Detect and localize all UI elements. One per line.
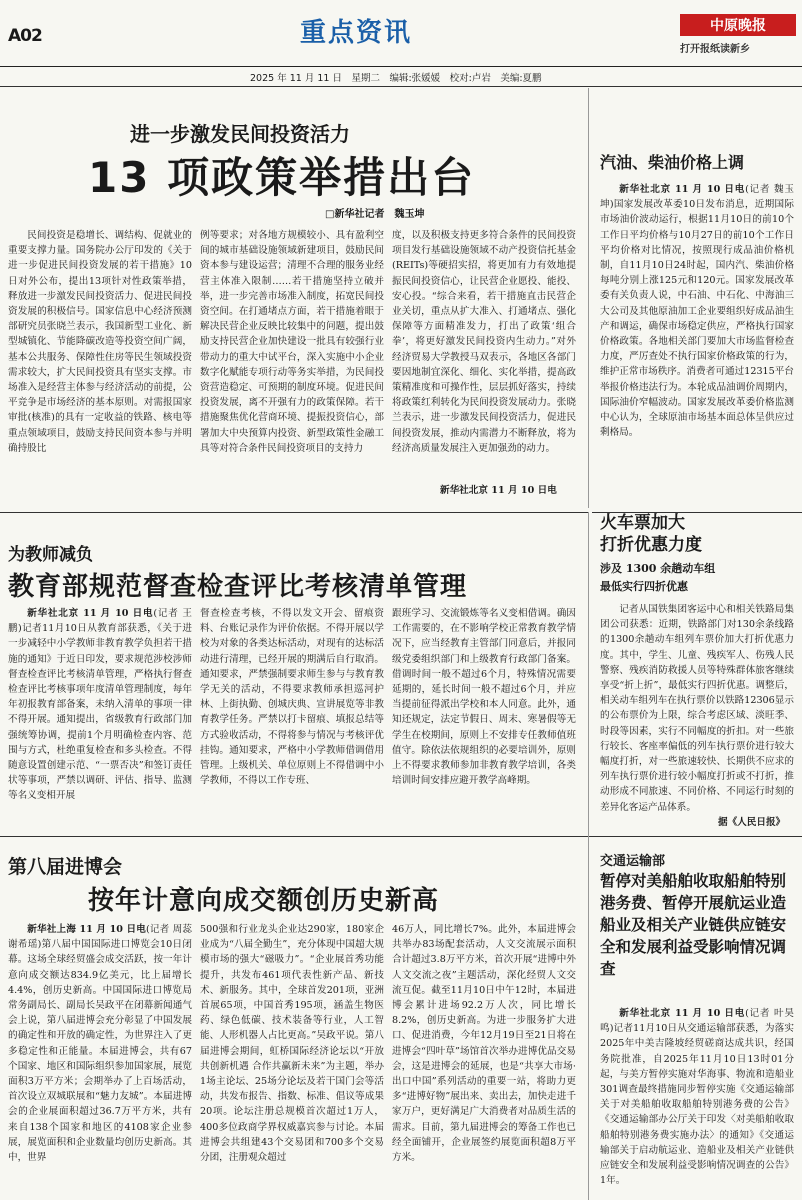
shipping-reporter: (记者 叶昊鸣)	[600, 1008, 794, 1035]
shipping-dateline: 新华社北京 11 月 10 日电	[619, 1008, 746, 1019]
shipping-title: 暂停对美船舶收取船舶特别港务费、暂停开展航运业造船业及相关产业链供应链安全和发展利益受影响情况调查	[600, 872, 787, 978]
page-letter: A	[8, 26, 21, 46]
expo-col-2: 500强和行业龙头企业达290家，180家企业成为“八届全勤生”，充分体现中国超大规模市场的强大“磁吸力”。“企业展首秀功能提升，共发布461项代表性新产品、新技术、新服务。其中，全球首发201项，亚洲首展65项，中国首秀195项，涵盖生物医药、绿色低碳、技术装备等行业，人工智能、人形机器人占比更高。”吴政平说。第八届进博会期间，虹桥国际经济论坛以“开放共创新机遇 合作共赢新未来”为主题，举办1场主论坛、25场分论坛及若干国门会等活动，共发布报告、指数、标准、倡议等成果20项。论坛注册总规模首次超过1万人，400多位政商学界权威嘉宾参与讨论。本届进博会共组建43个交易团和700多个交易分团，注册观众超过	[200, 924, 384, 1164]
lead-col-2: 例等要求；对各地方规模较小、具有盈利空间的城市基础设施领域新建项目，鼓励民间资本参与建设运营；清理不合理的服务业经营主体准入限制……若干措施坚持立破并举，进一步完善市场准入制度，拓宽民间投资空间。在打通堵点方面，若干措施着眼于解决民营企业反映比较集中的问题，提出鼓励支持民营企业加快建设一批具有较强行业带动力的重大中试平台，深入实施中小企业数字化赋能专项行动等务实举措，为民间投资营造稳定、可预期的制度环境。促进民间投资发展，离不开强有力的政策保障。若干措施聚焦优化营商环境、提振投资信心，部署加大中央预算内投资、新型政策性金融工具等对符合条件民间投资项目的支持力	[200, 230, 384, 454]
section-rule	[0, 512, 588, 513]
expo-dateline: 新华社上海 11 月 10 日电	[27, 924, 146, 935]
teachers-title: 教育部规范督查检查评比考核清单管理	[8, 572, 468, 602]
fuel-text: 国家发展改革委10日发布消息，近期国际市场油价波动运行，根据11月10日的前10个工作日平均价格与10月27日的前10个工作日平均价格对比情况，按照现行成品油价格机制，自11月10日24时起，国内汽、柴油价格每吨分别上涨125元和120元。国家发展改革委有关负责人说，中石油、中石化、中海油三大公司及其他原油加工企业要组织好成品油生产和调运，确保市场稳定供应，严格执行国家价格政策。各地相关部门要加大市场监督检查力度，严厉查处不执行国家价格政策的行为，维护正常市场秩序。消费者可通过12315平台举报价格违法行为。本轮成品油调价周期内，国际油价窄幅波动。国家发展改革委价格监测中心认为，全球原油市场基本面总体呈供应过剩格局。	[600, 199, 794, 439]
expo-text-1: 第八届中国国际进口博览会10日闭幕。这场全球经贸盛会成交活跃，按一年计意向成交额达834.9亿美元，比上届增长4.4%，创历史新高。中国国际进口博览局常务副局长、副局长吴政平在闭幕新闻通气会上说，第八届进博会充分彰显了中国发展的确定性和开放的确定性，为世界注入了更多稳定性和正能量。本届进博会，共有67个国家、地区和国际组织参加国家展，展览面积3万平方米；会期举办了上百场活动，首次设立双城联展和“魅力友城”。本届进博会的企业展面积超过36.7万平方米，共有来自138个国家和地区的4108家企业参展，展览面积和企业数量均创历史新高。其中，世界	[8, 939, 192, 1164]
column-divider	[588, 88, 589, 508]
lead-credit: 新华社北京 11 月 10 日电	[440, 485, 557, 496]
teachers-col-3: 跟班学习、交流锻炼等名义变相借调。确因工作需要的，在不影响学校正常教育教学情况下，应当经教育主管部门同意后，并报同级党委组织部门和上级教育行政部门备案。借调时间一般不超过6个月，特殊情况需要延期的，延长时间一般不超过6个月，并应当提前征得派出学校和本人同意。此外，通知还规定，法定节假日、周末、寒暑假等无学生在校期间，原则上不安排专任教师值班值守。除依法依规组织的必要培训外，原则上不得要求教师参加非教育教学培训，各类培训时间安排应避开教学高峰期。	[392, 608, 576, 787]
fuel-dateline: 新华社北京 11 月 10 日电	[619, 184, 746, 195]
train-title-1: 火车票加大	[600, 513, 685, 533]
fuel-reporter: (记者 魏玉坤)	[600, 184, 794, 211]
slogan: 打开报纸读新乡	[680, 44, 750, 55]
shipping-body	[600, 1006, 794, 1196]
train-sub-1: 涉及 1300 余趟动车组	[600, 562, 716, 575]
train-credit: 据《人民日报》	[718, 817, 786, 828]
shipping-text: 记者11月10日从交通运输部获悉，为落实2025年中美吉隆坡经贸磋商达成共识，经国务院批准，自2025年11月10日13时01分起，与美方暂停实施对华海事、物流和造船业301调查最终措施同步暂停实施《交通运输部关于对美船舶收取船舶特别港务费的公告》《交通运输部办公厅关于印发〈对美船舶收取船舶特别港务费实施办法〉的通知》《交通运输部关于启动航运业、造船业及相关产业链供应链安全和发展利益受影响情况调查的公告》1年。	[600, 1023, 794, 1187]
svg-text:中原晚报: 中原晚报	[710, 18, 766, 34]
expo-kicker: 第八届进博会	[8, 856, 123, 878]
fuel-body	[600, 182, 794, 474]
teachers-kicker: 为教师减负	[8, 545, 93, 565]
lead-col-1: 民间投资是稳增长、调结构、促就业的重要支撑力量。国务院办公厅印发的《关于进一步促进民间投资发展的若干措施》10日对外公布，提出13项针对性政策举措，释放进一步激发民间投资活力、促进民间投资发展的积极信号。国家信息中心经济预测部研究员张晓兰表示，我国新型工业化、新型城镇化、节能降碳改造等投资空间广阔，基本公共服务、保障性住房等民生领域投资需求较大，扩大民间投资具有坚实支撑。市场准入是经营主体参与经济活动的前提，公平竞争是市场经济的基本原则。对需报国家审批(核准)的具有一定收益的铁路、核电等重点领域项目，鼓励支持民间资本参与并明确持股比	[8, 230, 192, 454]
expo-col-1	[8, 922, 192, 1196]
fuel-title: 汽油、柴油价格上调	[600, 153, 745, 172]
teachers-dateline: 新华社北京 11 月 10 日电	[27, 608, 154, 619]
teachers-col-2: 督查检查考核，不得以发文开会、留痕资料、台账记录作为评价依据。不得开展以学校为对象的各类达标活动，对现有的达标活动进行清理，已经开展的期满后自行取消。通知要求，严禁强制要求师生参与与教育教学无关的活动，不得要求教师承担巡河护林、上街执勤、创城庆典、宣讲展览等非教育教学任务。严禁以打卡留痕、填报总结等方式验收活动，不得将参与情况与考核评优挂钩。通知要求，严格中小学教师借调借用管理。上级机关、单位原则上不得借调中小学教师，不得以工作专班、	[200, 608, 384, 787]
teachers-reporter: (记者 王鹏)	[8, 608, 192, 635]
lead-kicker: 进一步激发民间投资活力	[130, 122, 350, 146]
expo-title: 按年计意向成交额创历史新高	[88, 886, 440, 916]
header-rule-2	[0, 86, 802, 87]
teachers-col-1	[8, 606, 192, 820]
section-rule-2	[0, 836, 802, 837]
expo-reporter: (记者 周蕊 谢希瑶)	[8, 924, 192, 951]
teachers-text-1: 记者11月10日从教育部获悉，《关于进一步减轻中小学教师非教育教学负担若干措施的通知》于近日印发，要求规范涉校涉师督查检查评比考核清单管理，严格执行督查检查评比考核事项年度清单管理制度，每年年初报教育部备案，未纳入清单的事项一律不得开展。通知提出，省级教育行政部门加强统筹协调，提前1个月明确检查内容、范围与方式，杜绝重复检查和多头检查。不得随意设置创建示范、“一票否决”和签订责任状等事项，严禁以调研、评估、指导、监测等名义变相开展	[8, 623, 192, 802]
newspaper-logo	[680, 14, 796, 36]
lead-title: 13 项政策举措出台	[88, 153, 476, 202]
expo-col-3: 46万人，同比增长7%。此外，本届进博会共举办83场配套活动，人文交流展示面积合计超过3.8万平方米，首次开展“进博中外人文交流之夜”主题活动，深化经贸人文交流互促。截至11月10日中午12时，本届进博会累计进场92.2万人次，同比增长8.2%，创历史新高。为进一步服务扩大进口、促进消费，今年12月19日至21日将在进博会“四叶草”场馆首次举办进博优品交易会，这是进博会的延展，也是“共享大市场·出口中国”系列活动的重要一站，将助力更多“进博好物”展出来、卖出去，加快走进千家万户，更好满足广大消费者对品质生活的需求。目前，第九届进博会的筹备工作也已经全面铺开，企业展签约展览面积超8万平方米。	[392, 924, 576, 1164]
lead-byline: □新华社记者 魏玉坤	[325, 209, 425, 220]
page-number	[8, 14, 42, 49]
lead-col-3: 度，以及积极支持更多符合条件的民间投资项目发行基础设施领域不动产投资信托基金(REITs)等硬招实招，将更加有力有效地提振民间投资信心，让民营企业愿投、能投、安心投。“综合来看，若干措施直击民营企业关切，重点从扩大准入、打通堵点、强化保障等方面精准发力，打出了政策‘组合拳’，将更好激发民间投资内生动力。”对外经济贸易大学教授马双表示，各地区各部门要因地制宜深化、细化、实化举措，提高政策精准度和可操作性，层层抓好落实，持续将政策红利转化为民间投资发展动力。张晓兰表示，进一步激发民间投资活力，促进民间投资发展，推动内需潜力不断释放，将为经济高质量发展注入更加强劲的动力。	[392, 230, 576, 454]
page-digits: 02	[20, 26, 42, 46]
section-title: 重点资讯	[300, 18, 413, 48]
train-title-2: 打折优惠力度	[600, 535, 702, 555]
train-body: 记者从国铁集团客运中心和相关铁路局集团公司获悉：近期，铁路部门对130余条线路的1300余趟动车组列车票价加大打折优惠力度。其中，学生、儿童、残疾军人、伤残人民警察、残疾消防救援人员等特殊群体旅客继续享受“折上折”，最低实行四折优惠。调整后，相关动车组列车在执行票价以铁路12306显示的公布票价为上限，综合考虑区域、淡旺季、时段等因素，实行不同幅度的折扣。对一些旅行较长、客座率偏低的列车执行票价进行较大幅度打折，对一些旅速较快、长期供不应求的列车执行票价进行较小幅度打折或不打折，推动形成不同旅速、不同价格、不同运行时刻的差异化客运产品体系。	[600, 604, 794, 813]
header-rule	[0, 66, 802, 67]
shipping-kicker: 交通运输部	[600, 854, 666, 869]
column-divider-2	[588, 512, 589, 1200]
issue-info: 2025 年 11 月 11 日 星期二 编辑:张媛媛 校对:卢岩 美编:夏鹏	[250, 73, 542, 84]
train-sub-2: 最低实行四折优惠	[600, 580, 688, 593]
